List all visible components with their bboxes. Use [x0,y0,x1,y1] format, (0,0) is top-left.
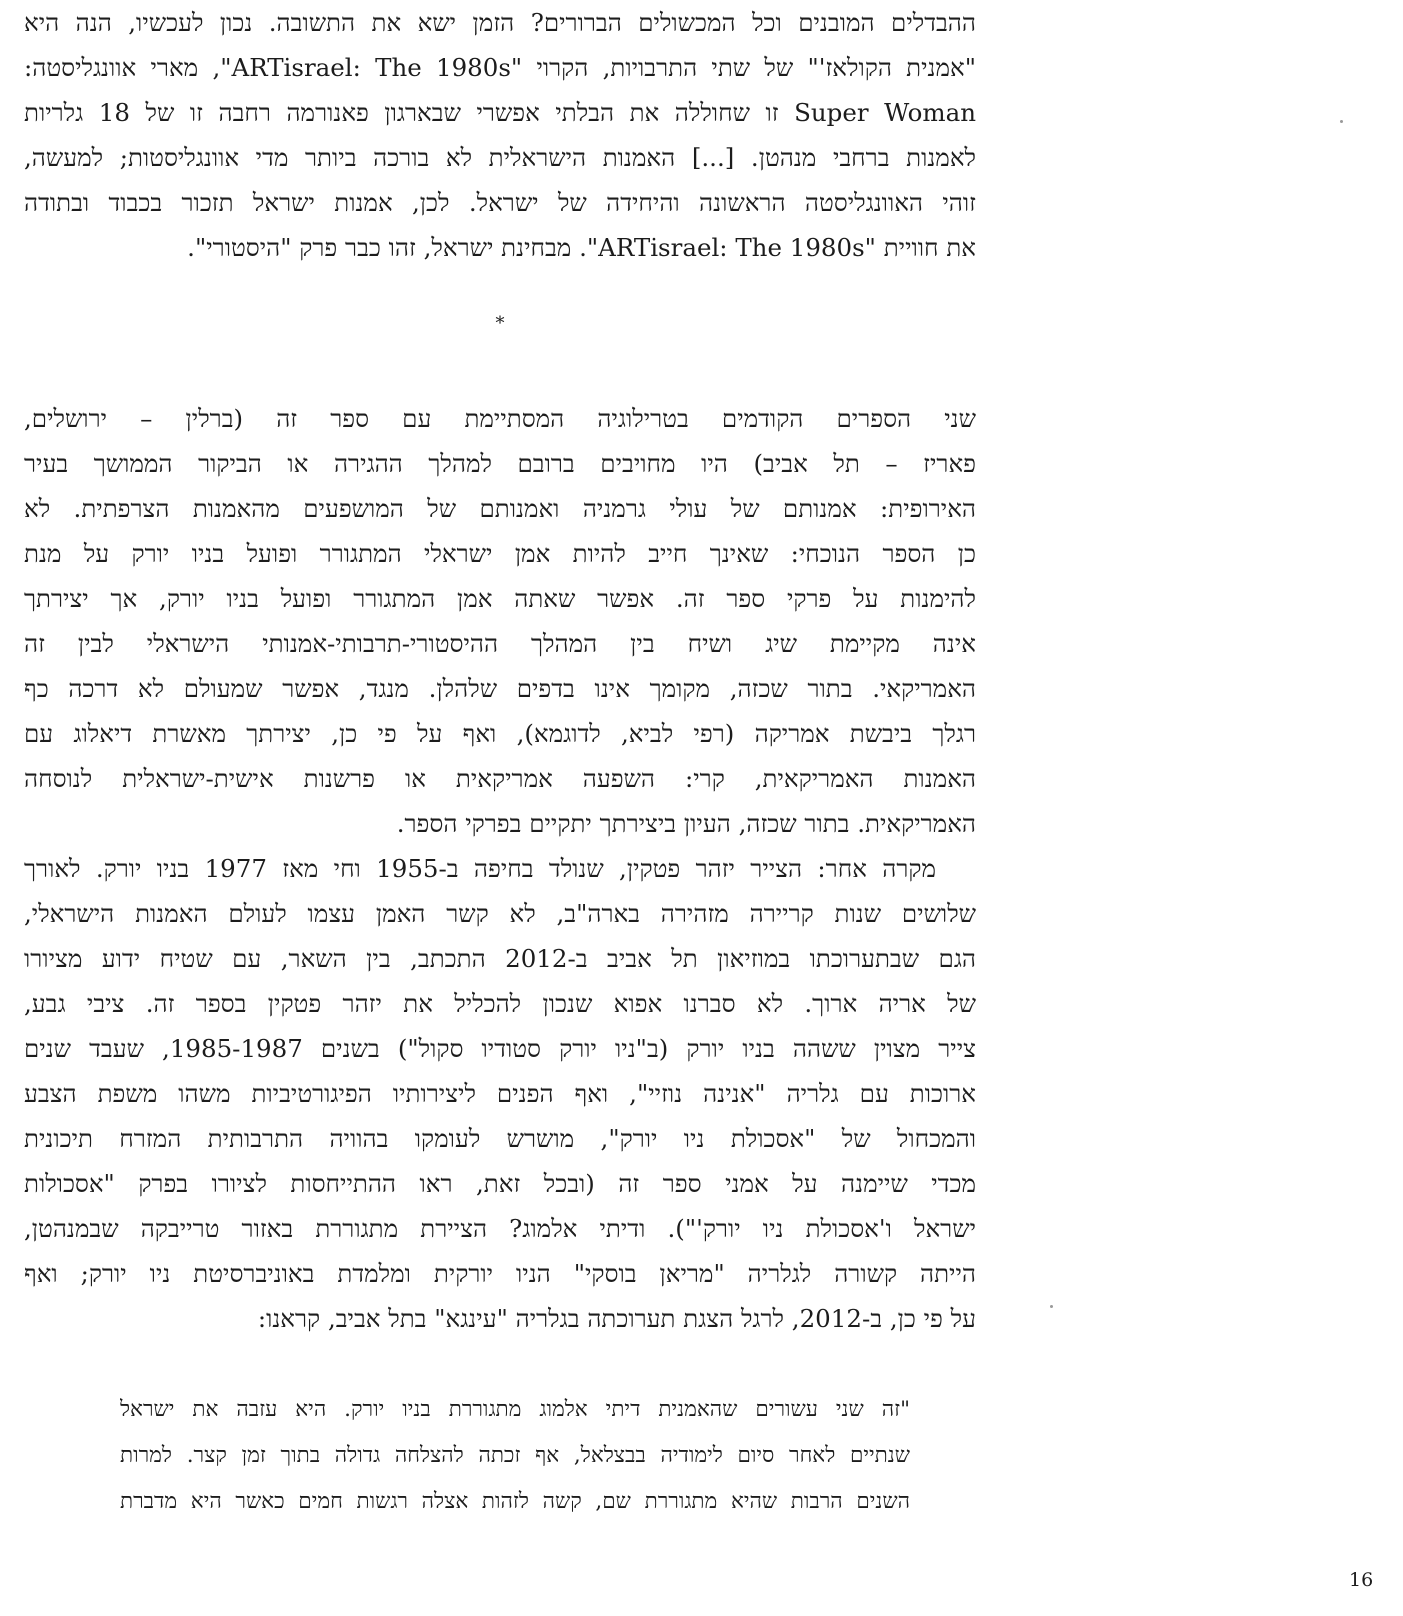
paragraph-line: האמריקאית. בתור שכזה, העיון ביצירתך יתקיים בפרקי הספר. [396,809,976,838]
paragraph-line: ההבדלים המובנים וכל המכשולים הברורים? הזמן ישא את התשובה. נכון לעכשיו, הנה היא [24,8,976,37]
paragraph-line: של אריה ארוך. לא סברנו אפוא שנכון להכליל את יזהר פטקין בספר זה. ציבי גבע, [24,989,976,1018]
paragraph-line: מכדי שיימנה על אמני ספר זה (ובכל זאת, ראו ההתייחסות לציורו בפרק "אסכולות [24,1169,976,1198]
paragraph-line: על פי כן, ב-2012, לרגל הצגת תערוכתה בגלריה "עינגא" בתל אביב, קראנו: [257,1304,976,1333]
paragraph-line: האירופית: אמנותם של עולי גרמניה ואמנותם של המושפעים מהאמנות הצרפתית. לא [24,494,976,523]
paragraph-line: כן הספר הנוכחי: שאינך חייב להיות אמן ישראלי המתגורר ופועל בניו יורק על מנת [24,539,976,568]
paragraph-line: הגם שבתערוכתו במוזיאון תל אביב ב-2012 התכתב, בין השאר, עם שטיח ידוע מציורו [24,944,976,973]
paragraph-line: זוהי האוונגליסטה הראשונה והיחידה של ישראל. לכן, אמנות ישראל תזכור בכבוד ובתודה [24,188,976,217]
scan-speck [1050,1305,1053,1308]
paragraph-line: רגלך ביבשת אמריקה (רפי לביא, לדוגמא), ואף על פי כן, יצירתך מאשרת דיאלוג עם [24,719,976,748]
paragraph-line: אינה מקיימת שיג ושיח בין המהלך ההיסטורי-תרבותי-אמנותי הישראלי לבין זה [24,629,976,658]
paragraph-line: ישראל ו'אסכולת ניו יורק'"). ודיתי אלמוג? הציירת מתגוררת באזור טרייבקה שבמנהטן, [24,1214,976,1243]
paragraph-line: האמנות האמריקאית, קרי: השפעה אמריקאית או פרשנות אישית-ישראלית לנוסחה [24,764,976,793]
paragraph-trilogy [24,396,976,846]
paragraph-line: לאמנות ברחבי מנהטן. [...] האמנות הישראלית לא בורכה ביותר מדי אוונגליסטות; למעשה, [24,143,976,172]
paragraph-line: את חוויית "ARTisrael: The 1980s". מבחינת ישראל, זהו כבר פרק "היסטורי". [187,233,976,262]
top-paragraph [24,0,976,270]
paragraph-line: מקרה אחר: הצייר יזהר פטקין, שנולד בחיפה ב-1955 וחי מאז 1977 בניו יורק. לאורך [24,854,936,883]
page-number: 16 [1349,1569,1374,1591]
paragraph-line: צייר מצוין ששהה בניו יורק (ב"ניו יורק סטודיו סקול") בשנים 1985-1987, שעבד שנים [24,1034,976,1063]
paragraph-line: Super Woman זו שחוללה את הבלתי אפשרי שבארגון פאנורמה רחבה זו של 18 גלריות [24,98,976,127]
quote-line: "זה שני עשורים שהאמנית דיתי אלמוג מתגוררת בניו יורק. היא עזבה את ישראל [120,1397,910,1422]
paragraph-line: להימנות על פרקי ספר זה. אפשר שאתה אמן המתגורר ופועל בניו יורק, אך יצירתך [24,584,976,613]
paragraph-line: והמכחול של "אסכולת ניו יורק", מושרש לעומקו בהוויה התרבותית המזרח תיכונית [24,1124,976,1153]
paragraph-line: ארוכות עם גלריה "אנינה נוזיי", ואף הפנים ליצירותיו הפיגורטיביות משהו משפת הצבע [24,1079,976,1108]
paragraph-other-case [24,846,976,1341]
block-quote [120,1387,910,1525]
main-text [24,396,976,1341]
quote-line: שנתיים לאחר סיום לימודיה בבצלאל, אף זכתה להצלחה גדולה בתוך זמן קצר. למרות [120,1443,910,1468]
quote-line: השנים הרבות שהיא מתגוררת שם, קשה לזהות אצלה רגשות חמים כאשר היא מדברת [120,1489,910,1514]
paragraph-line: שלושים שנות קריירה מזהירה בארה"ב, לא קשר האמן עצמו לעולם האמנות הישראלי, [24,899,976,928]
paragraph-line: הייתה קשורה לגלריה "מריאן בוסקי" הניו יורקית ומלמדת באוניברסיטת ניו יורק; ואף [24,1259,976,1288]
paragraph-line: האמריקאי. בתור שכזה, מקומך אינו בדפים שלהלן. מנגד, אפשר שמעולם לא דרכה כף [24,674,976,703]
scan-speck [1340,120,1343,123]
section-separator: * [495,313,505,334]
paragraph-line: שני הספרים הקודמים בטרילוגיה המסתיימת עם ספר זה (ברלין – ירושלים, [24,404,976,433]
paragraph-line: "אמנית הקולאז'" של שתי התרבויות, הקרוי "ARTisrael: The 1980s", מארי אוונגליסטה: [24,53,976,82]
paragraph-line: פאריז – תל אביב) היו מחויבים ברובם למהלך ההגירה או הביקור הממושך בעיר [24,449,976,478]
